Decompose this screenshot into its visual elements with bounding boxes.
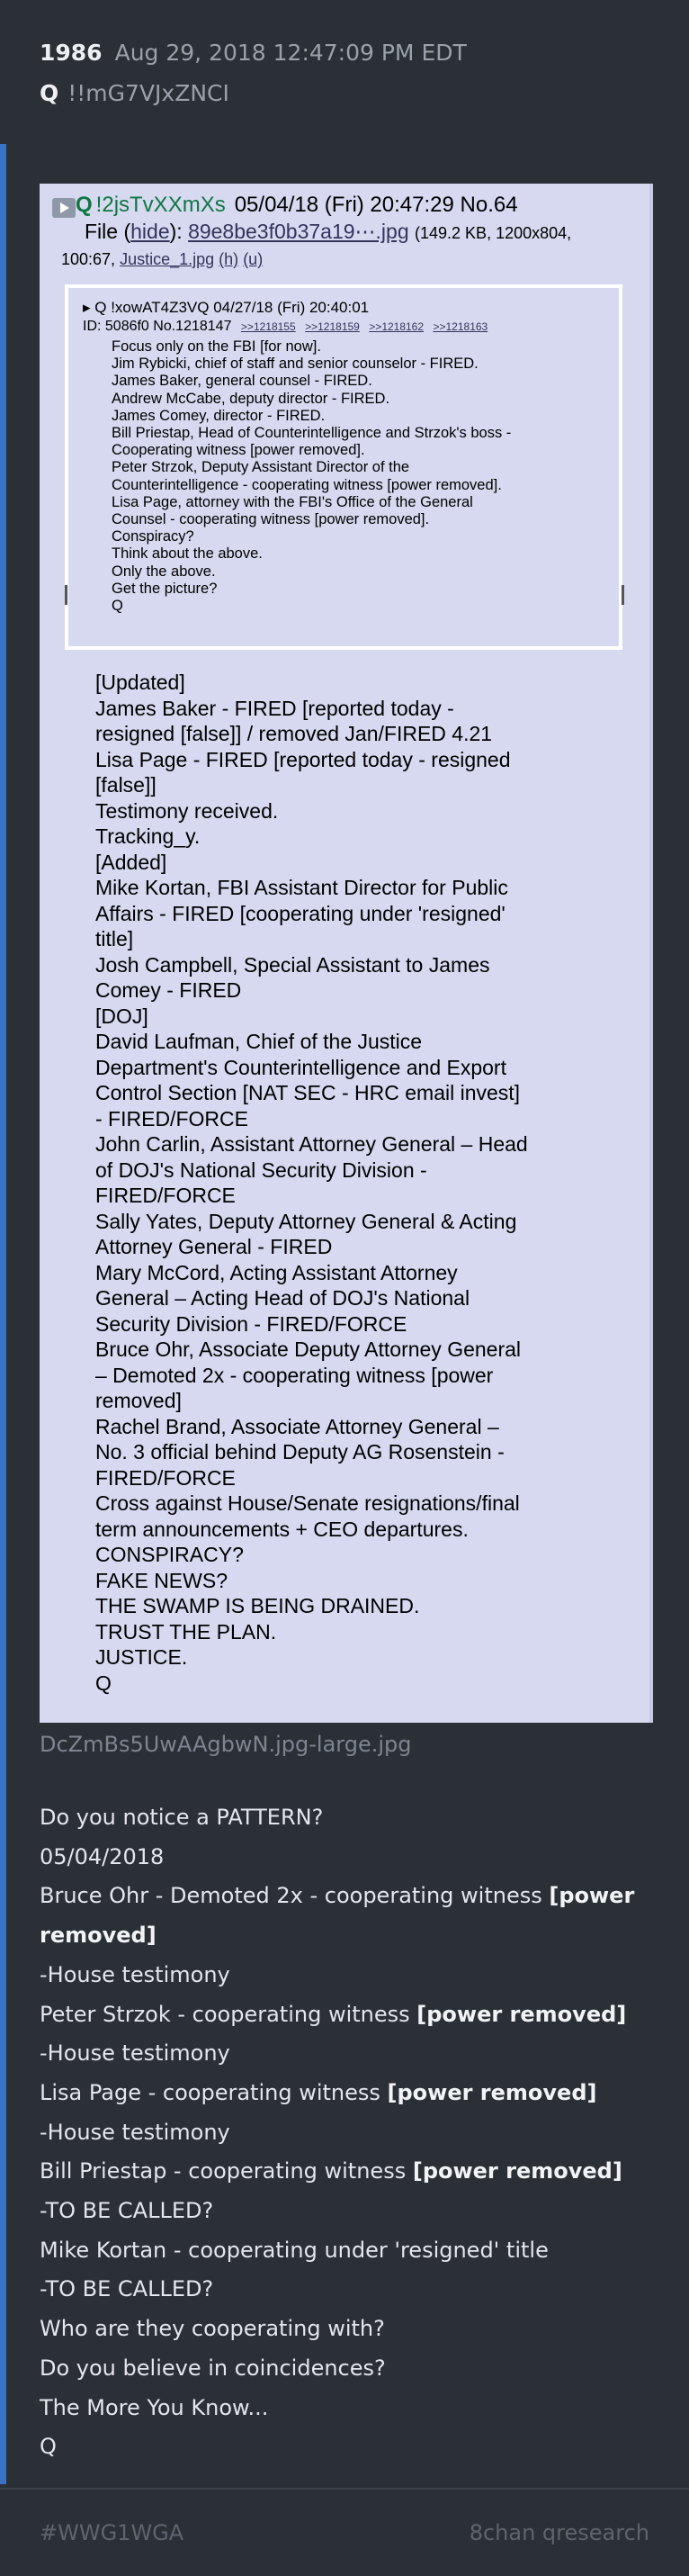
message-line [40,1995,651,2035]
image-text-line: [Updated] [95,671,185,694]
message-line [40,2231,651,2271]
file-original: Justice_1.jpg [120,250,215,268]
image-text-line: TRUST THE PLAN. [95,1619,277,1644]
message-text: Do you notice a PATTERN? [40,1805,324,1830]
image-text-line: title] [95,927,134,950]
quoted-line: Only the above. [112,563,216,580]
message-emphasis: [power [549,1883,635,1909]
quoted-post [65,284,622,650]
message-text: 05/04/2018 [40,1843,165,1869]
message-line [40,2427,651,2467]
quoted-header: ▸ Q !xowAT4Z3VQ 04/27/18 (Fri) 20:40:01 [83,299,370,316]
image-text-line: term announcements + CEO departures. [95,1517,469,1541]
message-line [40,2192,651,2231]
image-file-info-2 [61,250,263,269]
tripcode: !!mG7VJxZNCI [67,80,229,106]
message-line [40,2310,651,2349]
quoted-line: Jim Rybicki, chief of staff and senior counselor - FIRED. [112,356,479,373]
post-message [40,1798,651,2467]
quoted-line: Think about the above. [112,545,263,563]
image-text-line: CONSPIRACY? [95,1543,244,1566]
image-text-line: JUSTICE. [95,1645,188,1669]
quoted-id [83,319,488,335]
message-line [40,2389,651,2428]
image-text-line: Cross against House/Senate resignations/final [95,1491,520,1515]
file-meta: (149.2 KB, 1200x804, [415,224,572,242]
image-text-line: Sally Yates, Deputy Attorney General & Acting [95,1209,517,1233]
quoted-line: James Comey, director - FIRED. [112,407,326,424]
image-text-line: [false]] [95,773,157,797]
message-line [40,2270,651,2310]
image-text-line: Attorney General - FIRED [95,1235,333,1258]
quote-marker-right [622,585,624,605]
image-text-line: - FIRED/FORCE [95,1106,248,1130]
image-text-line: Bruce Ohr, Associate Deputy Attorney General [95,1338,522,1361]
quoted-line: Get the picture? [112,580,218,597]
quoted-line: Cooperating witness [power removed]. [112,442,365,459]
image-text-line: removed] [95,1389,182,1412]
image-text-line: David Laufman, Chief of the Justice [95,1030,423,1053]
quoted-line: Peter Strzok, Deputy Assistant Director of the [112,459,410,476]
message-text: Mike Kortan - cooperating under 'resigned' title [40,2237,549,2263]
play-icon [52,198,76,218]
quoted-line: James Baker, general counsel - FIRED. [112,373,372,390]
reply-link: >>1218155 [240,320,296,333]
quoted-line: Counsel - cooperating witness [power removed]. [112,511,430,528]
quoted-line: Focus only on the FBI [for now]. [112,338,321,355]
quoted-post-id: ID: 5086f0 No.1218147 [83,319,232,334]
image-text-line: Tracking_y. [95,824,201,848]
message-line [40,2113,651,2153]
message-text: Q [40,2434,57,2460]
post-date: Aug 29, 2018 12:47:09 PM EDT [114,40,467,66]
image-author: Q [76,193,93,217]
image-text-line: Affairs - FIRED [cooperating under 'resigned' [95,901,506,925]
quoted-line: Bill Priestap, Head of Counterintelligence and Strzok's boss - [112,425,512,442]
quoted-line: Q [112,598,123,615]
message-text: -House testimony [40,2119,230,2145]
image-post-header [52,193,518,218]
message-emphasis: removed] [40,1923,157,1949]
file-u: (u) [243,250,264,268]
hashtag[interactable]: #WWG1WGA [40,2520,184,2545]
image-text-line: FAKE NEWS? [95,1568,228,1592]
message-line [40,2034,651,2074]
quoted-body [112,338,615,615]
image-text-line: No. 3 official behind Deputy AG Rosenstein - [95,1440,505,1464]
image-text-line: – Demoted 2x - cooperating witness [power [95,1363,494,1387]
image-text-line: Control Section [NAT SEC - HRC email invest] [95,1081,521,1104]
file-h: (h) [219,250,239,268]
message-line [40,2349,651,2389]
image-text-line: Department's Counterintelligence and Export [95,1055,506,1079]
message-line [40,1916,651,1956]
quoted-line: Andrew McCabe, deputy director - FIRED. [112,390,390,407]
image-text-line: FIRED/FORCE [95,1465,236,1490]
hide-link: hide [130,220,170,243]
message-text: Bill Priestap - cooperating witness [40,2158,413,2184]
message-line [40,1877,651,1916]
author-name: Q [40,80,59,106]
message-line [40,1798,651,1838]
message-text: Lisa Page - cooperating witness [40,2079,388,2105]
message-text: Do you believe in coincidences? [40,2355,386,2381]
message-emphasis: [power removed] [387,2079,597,2105]
accent-bar [0,144,6,2484]
quoted-line: Conspiracy? [112,528,194,545]
image-text-line: Lisa Page - FIRED [reported today - resigned [95,747,511,771]
image-text-line: Comey - FIRED [95,978,242,1002]
post-header [40,40,467,106]
message-text: -House testimony [40,2040,230,2067]
image-body-text [95,670,635,1696]
image-text-line: FIRED/FORCE [95,1184,236,1207]
file-label: File [85,220,119,243]
reply-link: >>1218163 [433,320,488,333]
image-file-info: File (hide): 89e8be3f0b37a19⋯.jpg (149.2 KB, 1200x804, [85,220,572,243]
post-number: 1986 [40,40,103,66]
image-text-line: Mary McCord, Acting Assistant Attorney [95,1260,458,1284]
image-text-line: John Carlin, Assistant Attorney General – Head [95,1132,528,1156]
source-label: 8chan qresearch [469,2520,649,2545]
image-text-line: [Added] [95,850,167,874]
image-text-line: General – Acting Head of DOJ's National [95,1286,470,1310]
message-line [40,1838,651,1878]
message-text: Peter Strzok - cooperating witness [40,2001,417,2027]
message-line [40,2074,651,2113]
image-filename[interactable]: DcZmBs5UwAAgbwN.jpg-large.jpg [40,1732,412,1757]
quoted-line: Lisa Page, attorney with the FBI's Office of the General [112,493,473,510]
message-text: -TO BE CALLED? [40,2198,214,2224]
image-text-line: Testimony received. [95,798,279,823]
image-text-line: James Baker - FIRED [reported today - [95,696,454,720]
quoted-line: Counterintelligence - cooperating witness [power removed]. [112,476,502,493]
image-text-line: [DOJ] [95,1004,148,1028]
message-line [40,1956,651,1995]
reply-link: >>1218159 [305,320,360,333]
file-meta-2: 100:67, [61,250,116,268]
image-text-line: THE SWAMP IS BEING DRAINED. [95,1594,420,1617]
image-text-line: of DOJ's National Security Division - [95,1157,427,1182]
reply-link: >>1218162 [369,320,425,333]
image-text-line: Rachel Brand, Associate Attorney General – [95,1414,499,1438]
message-text: -TO BE CALLED? [40,2276,214,2302]
message-emphasis: [power removed] [416,2001,627,2027]
image-text-line: resigned [false]] / removed Jan/FIRED 4.21 [95,722,493,745]
image-text-line: Mike Kortan, FBI Assistant Director for Public [95,876,508,899]
message-text: -House testimony [40,1961,230,1987]
message-text: Bruce Ohr - Demoted 2x - cooperating witness [40,1883,550,1909]
message-line [40,2152,651,2192]
image-text-line: Security Division - FIRED/FORCE [95,1311,407,1336]
image-tripcode: !2jsTvXXmXs [95,193,226,217]
post-footer [0,2488,689,2576]
message-emphasis: [power removed] [412,2158,622,2184]
attached-image[interactable] [40,184,653,1723]
file-name: 89e8be3f0b37a19⋯.jpg [188,220,409,243]
image-text-line: Josh Campbell, Special Assistant to James [95,952,490,977]
quote-marker-left [65,585,67,605]
message-text: The More You Know... [40,2394,269,2420]
image-date: 05/04/18 (Fri) 20:47:29 No.64 [234,193,518,217]
message-text: Who are they cooperating with? [40,2316,385,2342]
image-text-line: Q [95,1671,112,1695]
